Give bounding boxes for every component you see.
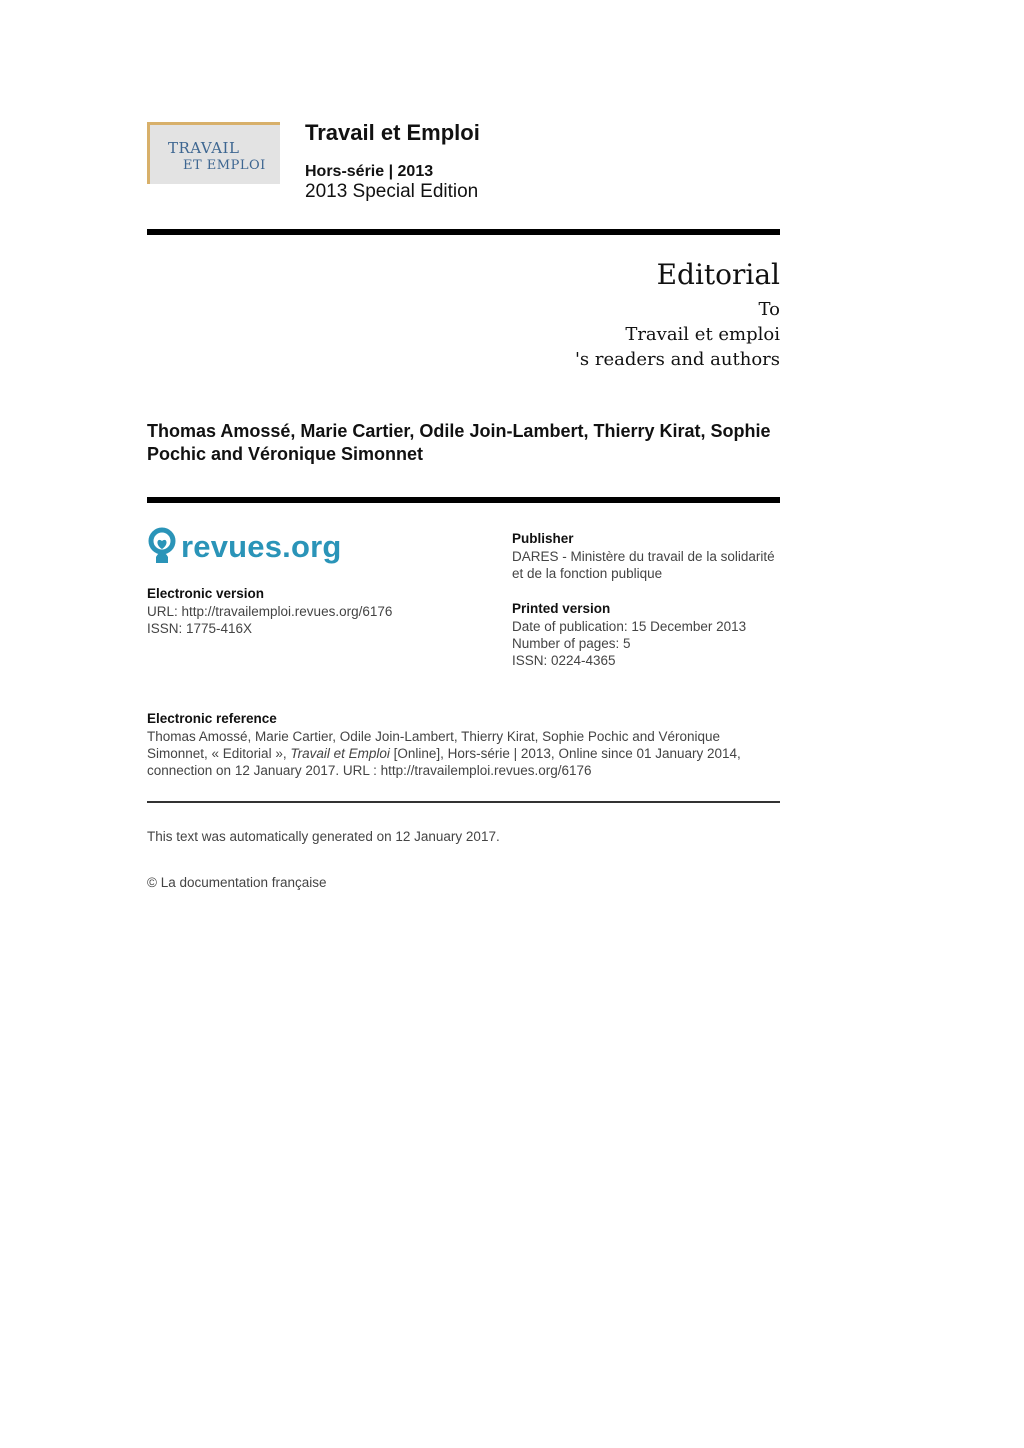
publisher-line: DARES - Ministère du travail de la solidarité <box>512 549 775 564</box>
printed-version-label: Printed version <box>512 601 611 616</box>
printed-version-issn: ISSN: 0224-4365 <box>512 653 616 668</box>
subtitle-line: 's readers and authors <box>574 349 780 370</box>
electronic-version-issn: ISSN: 1775-416X <box>147 621 253 636</box>
reference-journal-title: Travail et Emploi <box>290 746 390 761</box>
electronic-reference-line: connection on 12 January 2017. URL : http://travailemploi.revues.org/6176 <box>147 763 592 778</box>
printed-version-pages: Number of pages: 5 <box>512 636 631 651</box>
subtitle-line: Travail et emploi <box>625 324 780 345</box>
reference-divider <box>147 801 780 803</box>
article-subtitle <box>575 297 780 372</box>
electronic-version-url[interactable]: URL: http://travailemploi.revues.org/6176 <box>147 604 393 619</box>
journal-title: Travail et Emploi <box>305 120 480 145</box>
printed-version-date: Date of publication: 15 December 2013 <box>512 619 747 634</box>
publisher-label: Publisher <box>512 531 574 546</box>
copyright-note: © La documentation française <box>147 875 327 890</box>
journal-logo-text-1: TRAVAIL <box>168 139 240 157</box>
header-divider <box>147 229 780 235</box>
authors-divider <box>147 497 780 503</box>
subtitle-line: To <box>758 299 780 320</box>
reference-text: Simonnet, « Editorial », <box>147 746 291 761</box>
electronic-reference-line <box>147 745 741 763</box>
reference-text: [Online], Hors-série | 2013, Online since 01 January 2014, <box>389 746 741 761</box>
journal-logo-text-2: ET EMPLOI <box>183 158 266 173</box>
electronic-reference-line: Thomas Amossé, Marie Cartier, Odile Join-Lambert, Thierry Kirat, Sophie Pochic and Véronique <box>147 729 721 744</box>
publisher-line: et de la fonction publique <box>512 566 663 581</box>
electronic-reference-label: Electronic reference <box>147 711 277 726</box>
revues-org-logo <box>147 527 342 567</box>
issue-subtitle: 2013 Special Edition <box>305 181 479 202</box>
article-title: Editorial <box>656 258 780 291</box>
journal-logo <box>147 122 280 184</box>
issue-number: Hors-série | 2013 <box>305 163 434 180</box>
revues-leaf-icon <box>147 527 177 567</box>
article-authors: Thomas Amossé, Marie Cartier, Odile Join-Lambert, Thierry Kirat, Sophie Pochic and Véronique Simonnet <box>147 421 771 464</box>
electronic-version-label: Electronic version <box>147 586 265 601</box>
generated-note: This text was automatically generated on 12 January 2017. <box>147 829 500 844</box>
revues-wordmark: revues.org <box>181 529 342 564</box>
